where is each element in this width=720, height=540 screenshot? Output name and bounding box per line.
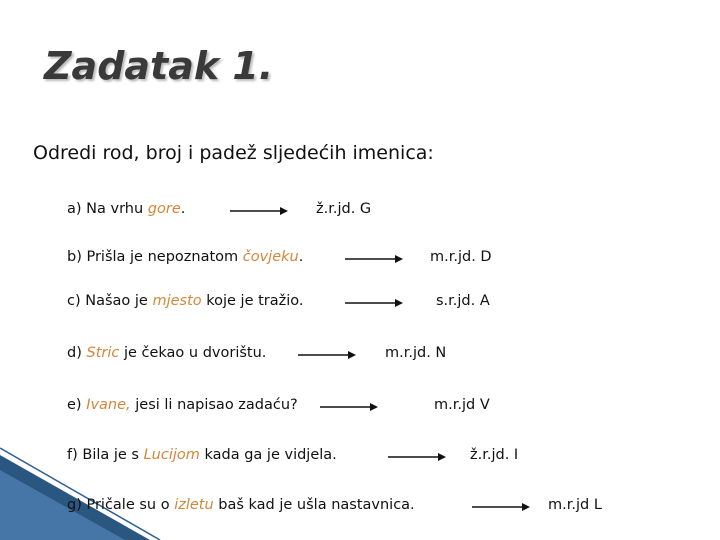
arrow-right-icon (388, 450, 448, 464)
instruction-text: Odredi rod, broj i padež sljedećih imenica: (33, 142, 434, 164)
sentence-b: b) Prišla je nepoznatom čovjeku. (67, 249, 304, 265)
answer-d: m.r.jd. N (385, 345, 447, 361)
sentence-f: f) Bila je s Lucijom kada ga je vidjela. (67, 447, 337, 463)
arrow-right-icon (345, 252, 405, 266)
sentence-e: e) Ivane, jesi li napisao zadaću? (67, 397, 298, 413)
page-title: Zadatak 1. (44, 44, 274, 88)
target-noun: Stric (86, 345, 120, 361)
arrow-right-icon (320, 400, 380, 414)
sentence-c: c) Našao je mjesto koje je tražio. (67, 293, 304, 309)
sentence-d: d) Stric je čekao u dvorištu. (67, 345, 267, 361)
answer-b: m.r.jd. D (430, 249, 492, 265)
answer-c: s.r.jd. A (436, 293, 490, 309)
arrow-right-icon (230, 204, 290, 218)
target-noun: Ivane, (86, 397, 131, 413)
answer-g: m.r.jd L (548, 497, 602, 513)
answer-f: ž.r.jd. I (470, 447, 519, 463)
answer-e: m.r.jd V (434, 397, 490, 413)
arrow-right-icon (345, 296, 405, 310)
sentence-g: g) Pričale su o izletu baš kad je ušla nastavnica. (67, 497, 415, 513)
target-noun: izletu (174, 497, 214, 513)
answer-a: ž.r.jd. G (316, 201, 372, 217)
sentence-a: a) Na vrhu gore. (67, 201, 186, 217)
target-noun: čovjeku (242, 249, 299, 265)
target-noun: Lucijom (143, 447, 200, 463)
target-noun: mjesto (152, 293, 202, 309)
arrow-right-icon (298, 348, 358, 362)
target-noun: gore (147, 201, 181, 217)
arrow-right-icon (472, 500, 532, 514)
